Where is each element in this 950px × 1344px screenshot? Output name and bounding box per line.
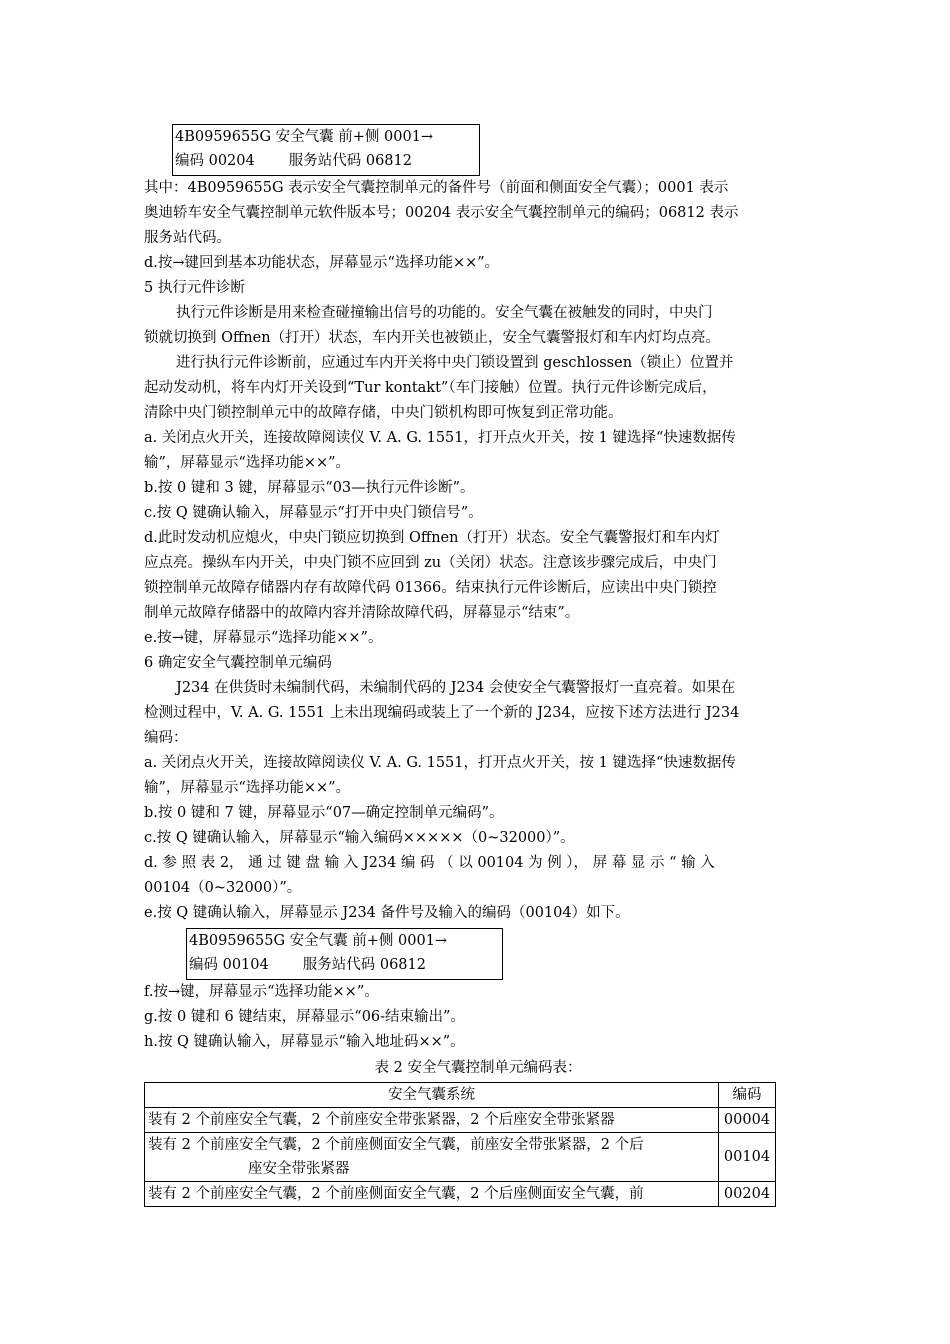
text-line: 编码： [144, 730, 188, 746]
text-line: f.按→键，屏幕显示“选择功能××”。 [144, 984, 379, 1000]
text-line: 锁控制单元故障存储器内存有故障代码 01366。结束执行元件诊断后，应读出中央门锁控 [144, 580, 717, 596]
text-line: 输”，屏幕显示“选择功能××”。 [144, 780, 351, 796]
text-line: 服务站代码。 [144, 230, 231, 246]
text-line: 起动发动机，将车内灯开关设到“Tur kontakt”（车门接触）位置。执行元件诊断完成后， [144, 380, 717, 396]
table-row [145, 1108, 776, 1133]
airbag-code-table [144, 1082, 776, 1207]
text-line: 清除中央门锁控制单元中的故障存储，中央门锁机构即可恢复到正常功能。 [144, 405, 623, 421]
text-line: e.按→键，屏幕显示“选择功能××”。 [144, 630, 383, 646]
system-cell: 装有 2 个前座安全气囊，2 个前座安全带张紧器，2 个后座安全带张紧器 [145, 1108, 719, 1133]
text-line: d. 参 照 表 2， 通 过 键 盘 输 入 J234 编 码 （ 以 00104 为 例 ）， 屏 幕 显 示 “ 输 入 [144, 855, 715, 871]
text-line: g.按 0 键和 6 键结束，屏幕显示“06-结束输出”。 [144, 1009, 465, 1025]
section-heading: 6 确定安全气囊控制单元编码 [144, 655, 332, 671]
text-line: b.按 0 键和 7 键，屏幕显示“07—确定控制单元编码”。 [144, 805, 504, 821]
display-row: 4B0959655G 安全气囊 前+侧 0001→ [175, 129, 434, 145]
table-caption: 表 2 安全气囊控制单元编码表： [374, 1060, 582, 1076]
text-line: 制单元故障存储器中的故障内容并清除故障代码，屏幕显示“结束”。 [144, 605, 580, 621]
text-line: 奥迪轿车安全气囊控制单元软件版本号；00204 表示安全气囊控制单元的编码；06812 表示 [144, 205, 739, 221]
text-line: 其中：4B0959655G 表示安全气囊控制单元的备件号（前面和侧面安全气囊）；0001 表示 [144, 180, 729, 196]
text-line: 锁就切换到 Offnen（打开）状态，车内开关也被锁止，安全气囊警报灯和车内灯均点亮。 [144, 330, 721, 346]
text-line: 执行元件诊断是用来检查碰撞输出信号的功能的。安全气囊在被触发的同时，中央门 [176, 305, 713, 321]
text-line: 进行执行元件诊断前，应通过车内开关将中央门锁设置到 geschlossen（锁止）位置并 [176, 355, 734, 371]
text-line: c.按 Q 键确认输入，屏幕显示“打开中央门锁信号”。 [144, 505, 483, 521]
code-cell: 00004 [719, 1108, 776, 1133]
code-cell: 00104 [719, 1133, 776, 1182]
column-header-code: 编码 [719, 1083, 776, 1108]
text-line: 检测过程中，V. A. G. 1551 上未出现编码或装上了一个新的 J234，应按下述方法进行 J234 [144, 705, 740, 721]
display-row: 编码 00104 服务站代码 06812 [189, 957, 426, 973]
text-line: a. 关闭点火开关，连接故障阅读仪 V. A. G. 1551，打开点火开关，按 1 键选择“快速数据传 [144, 430, 736, 446]
section-heading: 5 执行元件诊断 [144, 280, 245, 296]
table-row [145, 1133, 776, 1182]
text-line: b.按 0 键和 3 键，屏幕显示“03—执行元件诊断”。 [144, 480, 475, 496]
display-row: 4B0959655G 安全气囊 前+侧 0001→ [189, 933, 448, 949]
text-line: h.按 Q 键确认输入，屏幕显示“输入地址码××”。 [144, 1034, 465, 1050]
column-header-system: 安全气囊系统 [145, 1083, 719, 1108]
text-line: 00104（0~32000）”。 [144, 880, 302, 896]
display-readout-1 [172, 124, 480, 176]
table-header-row [145, 1083, 776, 1108]
text-line: 应点亮。操纵车内开关，中央门锁不应回到 zu（关闭）状态。注意该步骤完成后，中央门 [144, 555, 717, 571]
table-row [145, 1182, 776, 1207]
display-row: 编码 00204 服务站代码 06812 [175, 153, 412, 169]
display-readout-2 [186, 928, 503, 980]
text-line: 输”，屏幕显示“选择功能××”。 [144, 455, 351, 471]
text-line: J234 在供货时未编制代码，未编制代码的 J234 会使安全气囊警报灯一直亮着。如果在 [176, 680, 736, 696]
text-line: e.按 Q 键确认输入，屏幕显示 J234 备件号及输入的编码（00104）如下。 [144, 905, 630, 921]
code-cell: 00204 [719, 1182, 776, 1207]
system-cell: 装有 2 个前座安全气囊，2 个前座侧面安全气囊，2 个后座侧面安全气囊，前 [145, 1182, 719, 1207]
document-body [144, 122, 812, 1207]
text-line: c.按 Q 键确认输入，屏幕显示“输入编码×××××（0~32000）”。 [144, 830, 575, 846]
text-line: d.按→键回到基本功能状态，屏幕显示“选择功能××”。 [144, 255, 500, 271]
text-line: d.此时发动机应熄火，中央门锁应切换到 Offnen（打开）状态。安全气囊警报灯和车内灯 [144, 530, 720, 546]
text-line: a. 关闭点火开关，连接故障阅读仪 V. A. G. 1551，打开点火开关，按 1 键选择“快速数据传 [144, 755, 736, 771]
system-cell: 装有 2 个前座安全气囊，2 个前座侧面安全气囊，前座安全带张紧器，2 个后 座安全带张紧器 [145, 1133, 719, 1182]
